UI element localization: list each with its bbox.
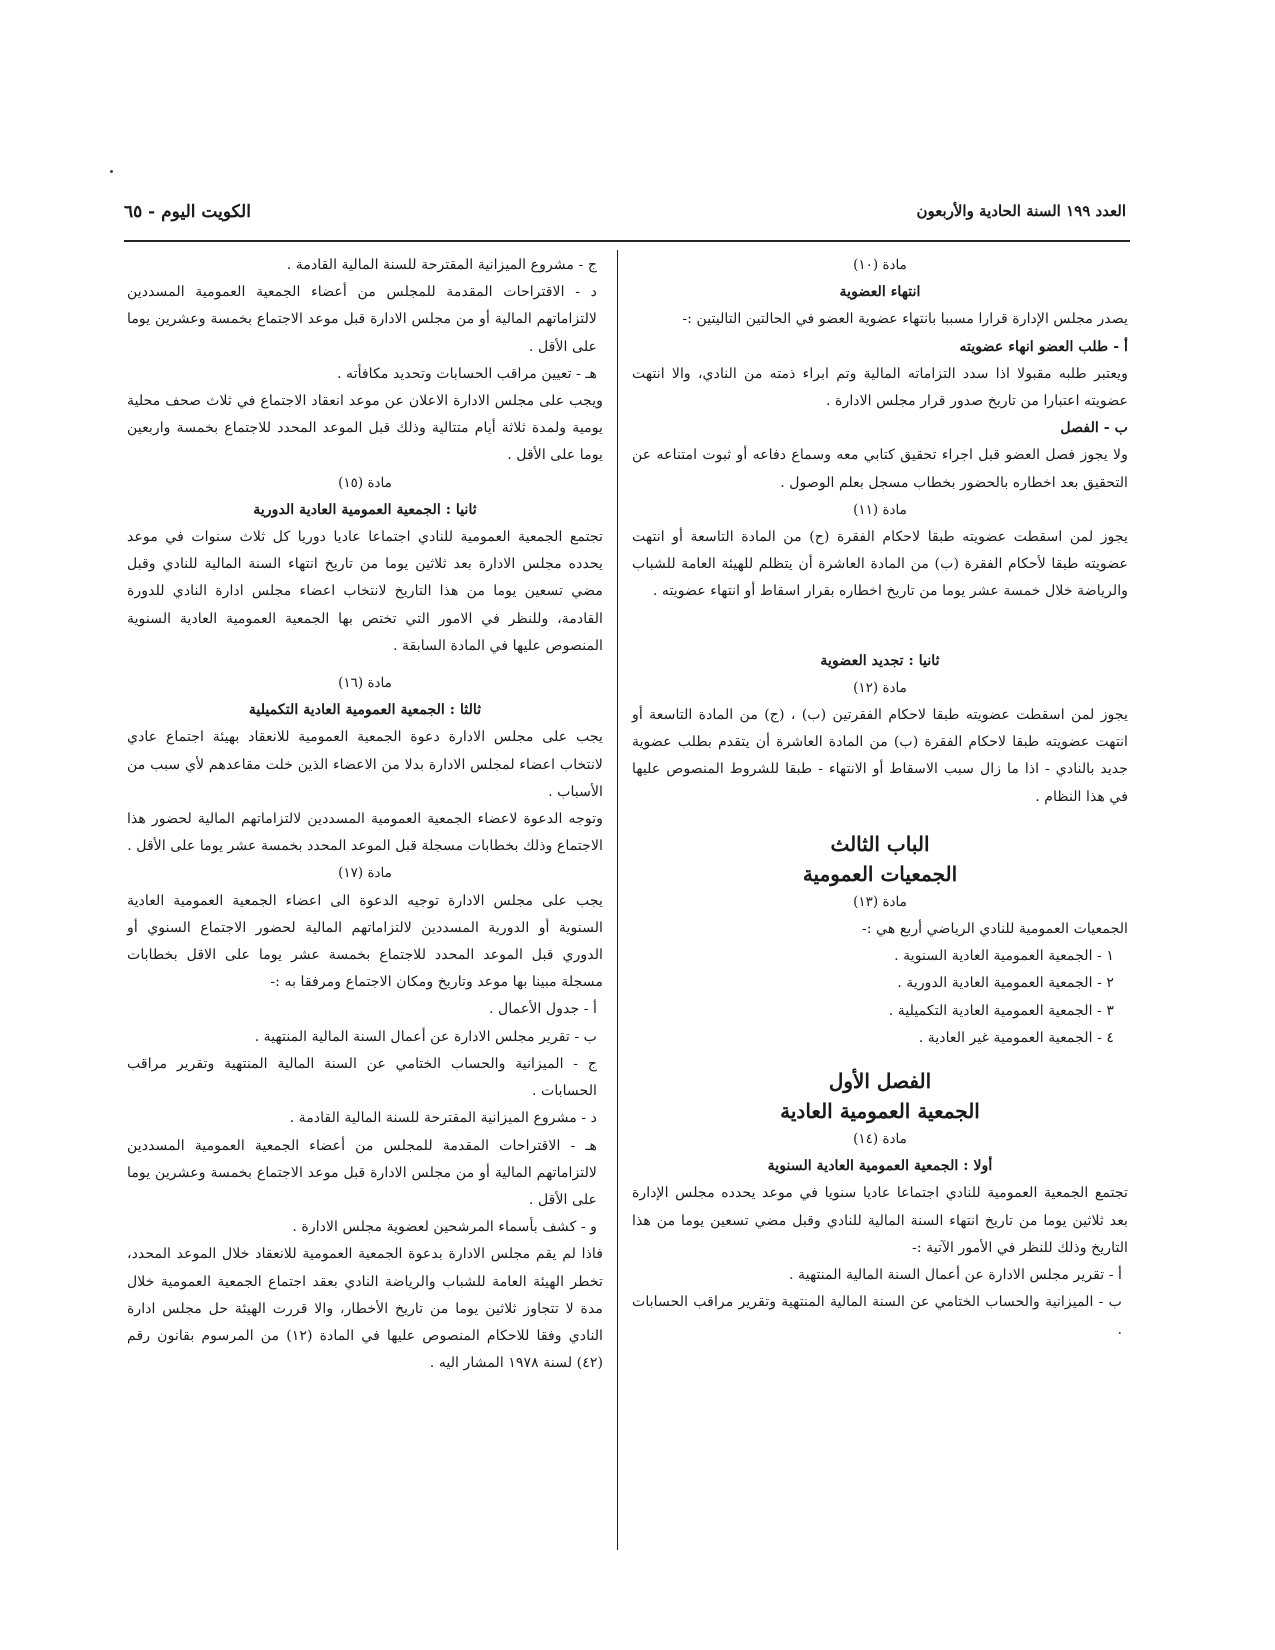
article-16-heading: مادة (١٦) [338,675,392,692]
renewal-subheading: ثانيا : تجديد العضوية [820,652,940,669]
part-three-title: الجمعيات العمومية [802,861,958,886]
article-12-text: يجوز لمن اسقطت عضويته طبقا لاحكام الفقرتين (ب) ، (ج) من المادة التاسعة أو انتهت عضويته طبقا لاحكام الفقرة (ب) من المادة العاشرة أن يتقدم بطلب عضوية جديد بالنادي - اذا ما زال سبب الاسقاط أو الانتهاء - طبقا للشروط المنصوص عليها في هذا النظام . [632,707,1128,805]
article-10-intro: يصدر مجلس الإدارة قرارا مسببا بانتهاء عضوية العضو في الحالتين التاليتين :- [682,311,1128,328]
article-17-text: يجب على مجلس الادارة توجيه الدعوة الى اعضاء الجمعية العمومية العادية السنوية أو الدورية المسددين لالتزاماتهم المالية لحضور الاجتماع السنوي أو الدوري قبل الموعد المحدد للاجتماع بخمسة عشر يوما على الاقل بخطابات مسجلة مبينا بها موعد وتاريخ ومكان الاجتماع ومرفقا به :- [127,892,603,991]
article-14-heading: مادة (١٤) [853,1131,907,1148]
header-rule [124,240,1130,242]
gazette-name: الكويت اليوم - ٦٥ [124,202,251,222]
article-13-heading: مادة (١٣) [853,893,907,910]
article-17-item-d: د - مشروع الميزانية المقترحة للسنة المالية القادمة . [289,1110,597,1127]
article-11-text: يجوز لمن اسقطت عضويته طبقا لاحكام الفقرة (ح) من المادة التاسعة أو انتهت عضويته طبقا لأحكام الفقرة (ب) من المادة العاشرة أن يتظلم للهيئة العامة للشباب والرياضة خلال خمسة عشر يوما من تاريخ اخطاره بقرار اسقاط أو انتهاء عضويته . [632,529,1128,600]
article-13-text: الجمعيات العمومية للنادي الرياضي أربع هي :- [861,921,1128,938]
scan-speck [110,170,113,173]
article-13-item-4: ٤ - الجمعية العمومية غير العادية . [918,1029,1114,1046]
article-13-item-1: ١ - الجمعية العمومية العادية السنوية . [894,948,1114,965]
article-14-subheading: أولا : الجمعية العمومية العادية السنوية [767,1158,993,1175]
chapter-one-heading: الفصل الأول [828,1069,932,1094]
page-header [124,202,1126,236]
article-16-para-2: وتوجه الدعوة لاعضاء الجمعية العمومية المسددين لالتزاماتهم المالية لحضور هذا الاجتماع وذلك بخطابات مسجلة قبل الموعد المحدد بخمسة عشر يوما على الأقل . [127,811,603,855]
article-14-text: تجتمع الجمعية العمومية للنادي اجتماعا عاديا سنويا في موعد يحدده مجلس الإدارة بعد ثلاثين يوما من تاريخ انتهاء السنة المالية للنادي وقبل مضي تسعين يوما من هذا التاريخ وذلك للنظر في الأمور الآتية :- [632,1185,1128,1256]
left-column [127,252,603,1377]
article-16-subheading: ثالثا : الجمعية العمومية العادية التكميلية [248,702,482,719]
article-17-item-h: هـ - الاقتراحات المقدمة للمجلس من أعضاء الجمعية العمومية المسددين لالتزاماتهم المالية أو من مجلس الادارة قبل موعد الاجتماع بخمسة وعشرين يوما على الأقل . [127,1137,597,1208]
article-17-heading: مادة (١٧) [338,865,392,882]
chapter-one-title: الجمعية العمومية العادية [780,1099,980,1124]
article-10-item-b-text: ولا يجوز فصل العضو قبل اجراء تحقيق كتابي معه وسماع دفاعه أو ثبوت امتناعه عن التحقيق بعد اخطاره بالحضور بخطاب مسجل بعلم الوصول . [632,447,1128,491]
article-17-item-b: ب - تقرير مجلس الادارة عن أعمال السنة المالية المنتهية . [254,1028,597,1045]
article-14-item-d: د - الاقتراحات المقدمة للمجلس من أعضاء الجمعية العمومية المسددين لالتزاماتهم المالية أو من مجلس الادارة قبل موعد الاجتماع بخمسة وعشرين يوما على الأقل . [127,284,597,355]
article-14-item-h: هـ - تعيين مراقب الحسابات وتحديد مكافأته . [337,365,597,382]
article-10-title: انتهاء العضوية [839,284,921,301]
column-divider [617,250,618,1550]
right-column [632,252,1128,1344]
article-17-item-c: ج - الميزانية والحساب الختامي عن السنة المالية المنتهية وتقرير مراقب الحسابات . [127,1055,597,1100]
issue-label: العدد ١٩٩ السنة الحادية والأربعون [916,202,1126,220]
article-13-item-3: ٣ - الجمعية العمومية العادية التكميلية . [888,1002,1114,1019]
article-10-item-b: ب - الفصل [1060,420,1128,437]
article-10-item-a: أ - طلب العضو انهاء عضويته [959,338,1128,355]
article-14-announcement: ويجب على مجلس الادارة الاعلان عن موعد انعقاد الاجتماع في ثلاث صحف محلية يومية ولمدة ثلاثة أيام متتالية وذلك قبل الموعد المحدد للاجتماع بخمسة واربعين يوما على الأقل . [127,393,603,464]
article-17-item-w: و - كشف بأسماء المرشحين لعضوية مجلس الادارة . [292,1219,597,1236]
article-17-item-a: أ - جدول الأعمال . [489,1001,597,1018]
article-15-subheading: ثانيا : الجمعية العمومية العادية الدورية [253,501,477,518]
article-14-item-a: أ - تقرير مجلس الادارة عن أعمال السنة المالية المنتهية . [789,1267,1122,1284]
article-15-heading: مادة (١٥) [338,474,392,491]
article-10-heading: مادة (١٠) [853,257,907,273]
part-three-heading: الباب الثالث [830,831,930,856]
article-16-para-1: يجب على مجلس الادارة دعوة الجمعية العمومية للانعقاد بهيئة اجتماع عادي لانتخاب اعضاء لمجلس الادارة بدلا من الاعضاء الذين خلت مقاعدهم لأي سبب من الأسباب . [127,729,603,800]
article-14-item-c: ج - مشروع الميزانية المقترحة للسنة المالية القادمة . [286,257,597,273]
article-13-item-2: ٢ - الجمعية العمومية العادية الدورية . [897,975,1114,992]
article-11-heading: مادة (١١) [853,501,907,518]
article-17-final-para: فاذا لم يقم مجلس الادارة بدعوة الجمعية العمومية للانعقاد خلال الموعد المحدد، تخطر الهيئة العامة للشباب والرياضة النادي بعقد اجتماع الجمعية العمومية خلال مدة لا تتجاوز ثلاثين يوما من تاريخ الأخطار، والا قررت الهيئة حل مجلس ادارة النادي وفقا للاحكام المنصوص عليها في المادة (١٢) من المرسوم بقانون رقم (٤٢) لسنة ١٩٧٨ المشار اليه . [127,1246,603,1372]
article-12-heading: مادة (١٢) [853,679,907,696]
article-10-item-a-text: ويعتبر طلبه مقبولا اذا سدد التزاماته المالية وتم ابراء ذمته من النادي، والا انتهت عضويته اعتبارا من تاريخ صدور قرار مجلس الادارة . [632,365,1128,410]
article-15-text: تجتمع الجمعية العمومية للنادي اجتماعا عاديا دوريا كل ثلاث سنوات في موعد يحدده مجلس الادارة بعد ثلاثين يوما من تاريخ انتهاء السنة المالية للنادي وقبل مضي تسعين يوما من هذا التاريخ لانتخاب اعضاء مجلس ادارة النادي للدورة القادمة، وللنظر في الامور التي تختص بها الجمعية العمومية العادية السنوية المنصوص عليها في المادة السابقة . [127,529,603,654]
article-14-item-b: ب - الميزانية والحساب الختامي عن السنة المالية المنتهية وتقرير مراقب الحسابات . [632,1294,1122,1338]
